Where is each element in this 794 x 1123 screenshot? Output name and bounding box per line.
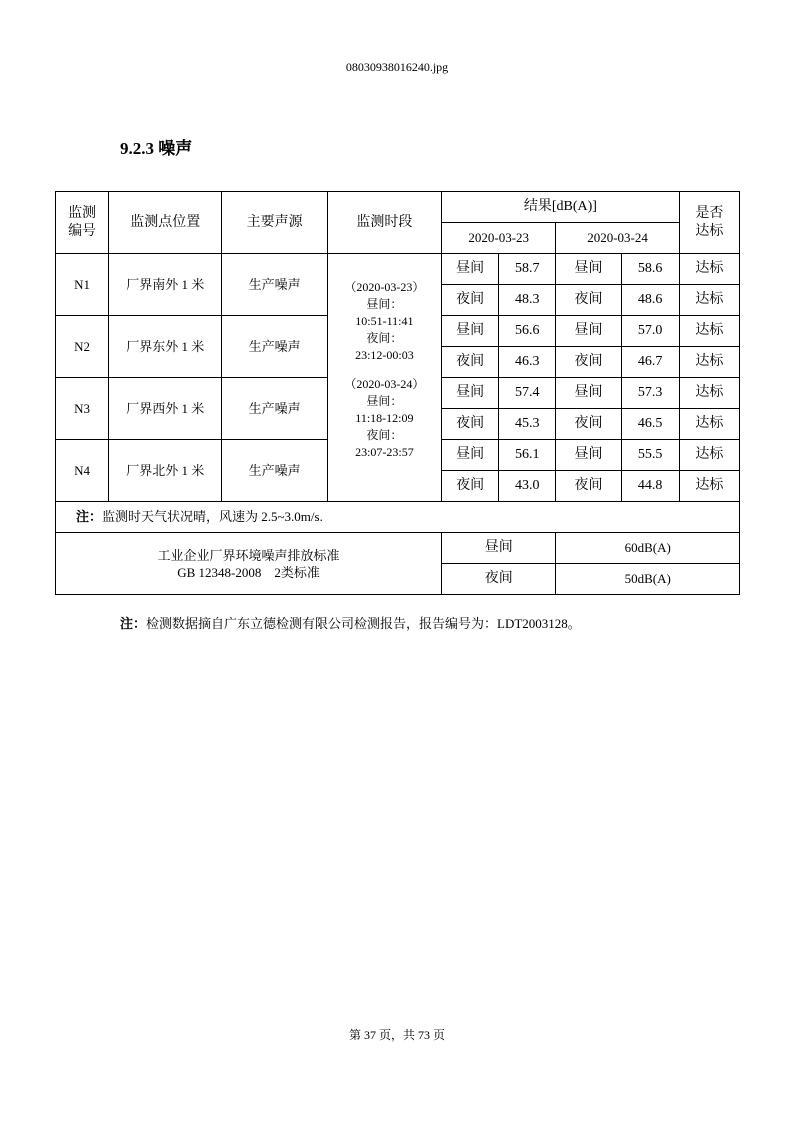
header-date-2: 2020-03-24: [556, 223, 679, 254]
time-label: 夜间: [556, 409, 621, 440]
standard-code: GB 12348-2008 2类标准: [177, 564, 320, 580]
value: 46.7: [621, 347, 679, 378]
time-label: 夜间: [442, 409, 499, 440]
weather-note-text: 监测时天气状况晴，风速为 2.5~3.0m/s.: [102, 509, 323, 524]
source-note-text: 检测数据摘自广东立德检测有限公司检测报告，报告编号为：LDT2003128。: [146, 616, 581, 631]
header-period: 监测时段: [327, 192, 441, 254]
value: 44.8: [621, 471, 679, 502]
point-id: N4: [56, 440, 109, 502]
value: 46.3: [499, 347, 556, 378]
time-label: 夜间: [556, 285, 621, 316]
compliance: 达标: [679, 316, 739, 347]
header-id: 监测编号: [56, 192, 109, 254]
period-2-day-label: 昼间：: [366, 393, 403, 408]
time-label: 夜间: [442, 471, 499, 502]
time-label: 夜间: [556, 471, 621, 502]
standard-night-label: 夜间: [442, 564, 556, 595]
time-label: 昼间: [442, 316, 499, 347]
time-label: 夜间: [442, 347, 499, 378]
value: 57.0: [621, 316, 679, 347]
point-location: 厂界东外 1 米: [109, 316, 222, 378]
point-source: 生产噪声: [222, 316, 327, 378]
value: 58.6: [621, 254, 679, 285]
point-source: 生产噪声: [222, 378, 327, 440]
point-source: 生产噪声: [222, 254, 327, 316]
value: 48.6: [621, 285, 679, 316]
standard-day-limit: 60dB(A): [556, 533, 740, 564]
source-note-label: 注：: [120, 616, 147, 631]
source-note: [120, 613, 581, 632]
header-date-1: 2020-03-23: [442, 223, 556, 254]
value: 57.4: [499, 378, 556, 409]
compliance: 达标: [679, 440, 739, 471]
monitoring-period: [327, 254, 441, 502]
compliance: 达标: [679, 254, 739, 285]
compliance: 达标: [679, 285, 739, 316]
point-id: N2: [56, 316, 109, 378]
point-id: N1: [56, 254, 109, 316]
header-result: 结果[dB(A)]: [442, 192, 680, 223]
value: 43.0: [499, 471, 556, 502]
period-2-day-time: 11:18-12:09: [355, 410, 414, 425]
value: 56.1: [499, 440, 556, 471]
compliance: 达标: [679, 378, 739, 409]
point-id: N3: [56, 378, 109, 440]
period-2-night-label: 夜间：: [366, 427, 403, 442]
period-1-day-time: 10:51-11:41: [355, 313, 414, 328]
point-location: 厂界南外 1 米: [109, 254, 222, 316]
compliance: 达标: [679, 409, 739, 440]
time-label: 昼间: [442, 378, 499, 409]
standard-title: 工业企业厂界环境噪声排放标准: [157, 547, 340, 563]
time-label: 昼间: [556, 254, 621, 285]
standard-night-limit: 50dB(A): [556, 564, 740, 595]
time-label: 夜间: [556, 347, 621, 378]
point-location: 厂界北外 1 米: [109, 440, 222, 502]
value: 45.3: [499, 409, 556, 440]
standard-name: [56, 533, 442, 595]
time-label: 昼间: [442, 440, 499, 471]
weather-note: [56, 502, 740, 533]
header-compliance: 是否达标: [679, 192, 739, 254]
compliance: 达标: [679, 347, 739, 378]
header-source: 主要声源: [222, 192, 327, 254]
value: 55.5: [621, 440, 679, 471]
period-1-date: （2020-03-23）: [344, 279, 425, 294]
time-label: 夜间: [442, 285, 499, 316]
time-label: 昼间: [556, 440, 621, 471]
section-title: 9.2.3 噪声: [120, 139, 193, 158]
period-1-day-label: 昼间：: [366, 296, 403, 311]
time-label: 昼间: [556, 316, 621, 347]
noise-monitoring-table: [55, 191, 740, 595]
standard-day-label: 昼间: [442, 533, 556, 564]
period-1-night-label: 夜间：: [366, 330, 403, 345]
point-source: 生产噪声: [222, 440, 327, 502]
weather-note-label: 注：: [76, 509, 103, 524]
file-name: 08030938016240.jpg: [345, 60, 449, 74]
header-location: 监测点位置: [109, 192, 222, 254]
point-location: 厂界西外 1 米: [109, 378, 222, 440]
compliance: 达标: [679, 471, 739, 502]
page-number: 第 37 页，共 73 页: [348, 1028, 445, 1042]
time-label: 昼间: [556, 378, 621, 409]
value: 57.3: [621, 378, 679, 409]
period-2-date: （2020-03-24）: [344, 376, 425, 391]
period-2-night-time: 23:07-23:57: [355, 444, 414, 459]
period-1-night-time: 23:12-00:03: [355, 347, 414, 362]
value: 48.3: [499, 285, 556, 316]
time-label: 昼间: [442, 254, 499, 285]
value: 46.5: [621, 409, 679, 440]
value: 56.6: [499, 316, 556, 347]
value: 58.7: [499, 254, 556, 285]
